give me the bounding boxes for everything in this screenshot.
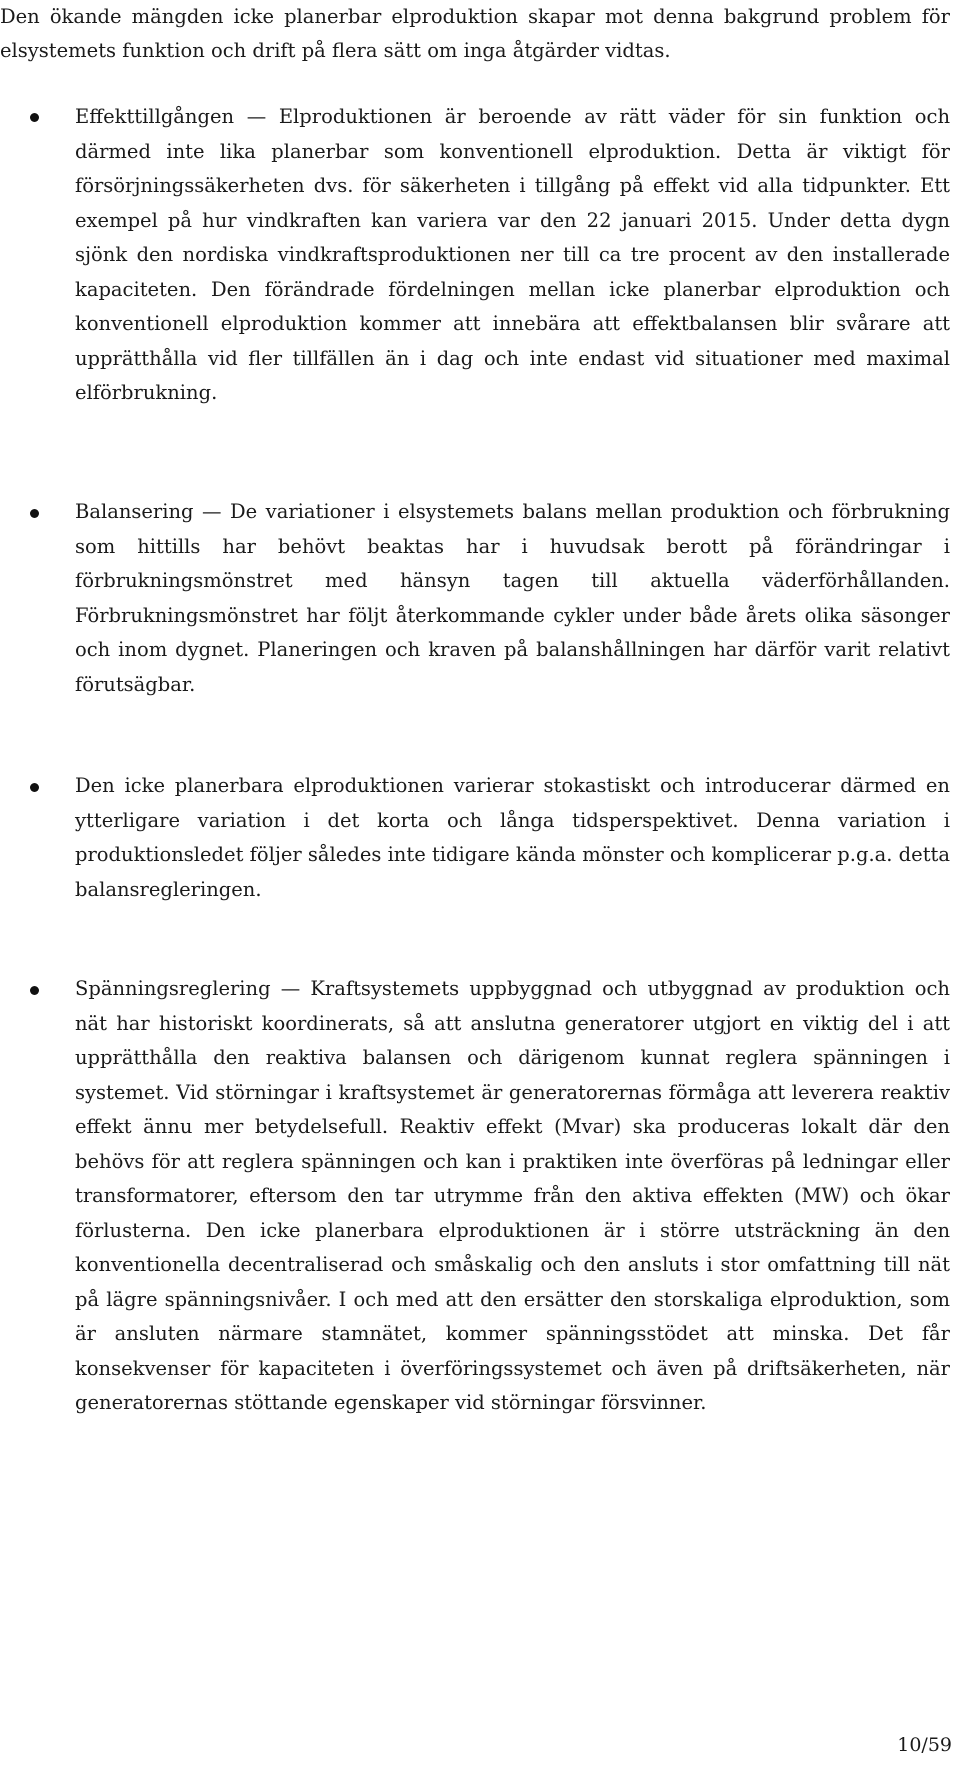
bullet-text: Den icke planerbara elproduktionen varierar stokastiskt och introducerar därmed en ytterligare variation i det korta och långa tidsperspektivet. Denna variation i produktionsledet följer således inte tidigare kända mönster och komplicerar p.g.a. detta balansregleringen. xyxy=(75,774,950,901)
intro-paragraph: Den ökande mängden icke planerbar elproduktion skapar mot denna bakgrund problem för elsystemets funktion och drift på flera sätt om inga åtgärder vidtas. xyxy=(0,5,950,62)
bullet-dot-icon xyxy=(30,509,39,518)
page-number: 10/59 xyxy=(897,1734,952,1756)
bullet-dot-icon xyxy=(30,986,39,995)
bullet-text: Effekttillgången — Elproduktionen är beroende av rätt väder för sin funktion och därmed inte lika planerbar som konventionell elproduktion. Detta är viktigt för försörjningssäkerheten dvs. för säkerheten i tillgång på effekt vid alla tidpunkter. Ett exempel på hur vindkraften kan variera var den 22 januari 2015. Under detta dygn sjönk den nordiska vindkraftsproduktionen ner till ca tre procent av den installerade kapaciteten. Den förändrade fördelningen mellan icke planerbar elproduktion och konventionell elproduktion kommer att innebära att effektbalansen blir svårare att upprätthålla vid fler tillfällen än i dag och inte endast vid situationer med maximal elförbrukning. xyxy=(75,105,950,404)
bullet-text: Balansering — De variationer i elsystemets balans mellan produktion och förbrukning som hittills har behövt beaktas har i huvudsak berott på förändringar i förbrukningsmönstret med hänsyn tagen till aktuella väderförhållanden. Förbrukningsmönstret har följt återkommande cykler under både årets olika säsonger och inom dygnet. Planeringen och kraven på balanshållningen har därför varit relativt förutsägbar. xyxy=(75,500,950,696)
bullet-text: Spänningsreglering — Kraftsystemets uppbyggnad och utbyggnad av produktion och nät har historiskt koordinerats, så att anslutna generatorer utgjort en viktig del i att upprätthålla den reaktiva balansen och därigenom kunnat reglera spänningen i systemet. Vid störningar i kraftsystemet är generatorernas förmåga att leverera reaktiv effekt ännu mer betydelsefull. Reaktiv effekt (Mvar) ska produceras lokalt där den behövs för att reglera spänningen och kan i praktiken inte överföras på ledningar eller transformatorer, eftersom den tar utrymme från den aktiva effekten (MW) och ökar förlusterna. Den icke planerbara elproduktionen är i större utsträckning än den konventionella decentraliserad och småskalig och den ansluts i stor omfattning till nät på lägre spänningsnivåer. I och med att den ersätter den storskaliga elproduktion, som är ansluten närmare stamnätet, kommer spänningsstödet att minska. Det får konsekvenser för kapaciteten i överföringssystemet och även på driftsäkerheten, när generatorernas stöttande egenskaper vid störningar försvinner. xyxy=(75,977,950,1414)
bullet-dot-icon xyxy=(30,783,39,792)
bullet-dot-icon xyxy=(30,113,39,122)
